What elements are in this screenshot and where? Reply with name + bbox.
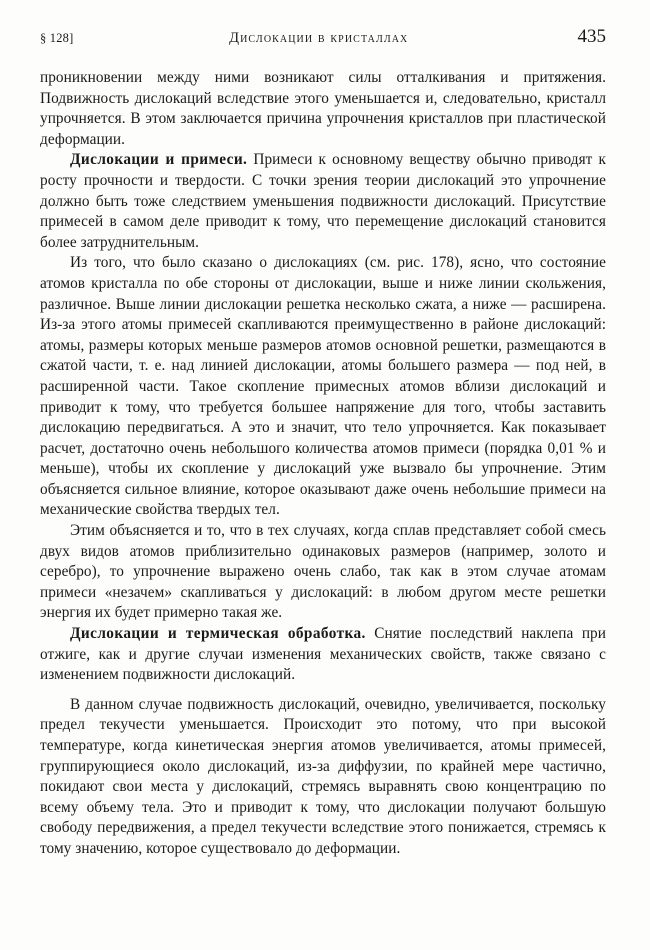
paragraph-2-text: Примеси к основному веществу обычно приводят к росту прочности и твердости. С точки зрения теории дислокаций это упрочнение должно быть тоже следствием уменьшения подвижности дислокаций. Присутствие примесей в самом деле приводит к тому, что перемещение дислокаций становится более затруднительным. <box>40 151 606 251</box>
page-number: 435 <box>577 26 606 47</box>
paragraph-2-lead: Дислокации и примеси. <box>70 151 248 169</box>
paragraph-1 <box>40 68 606 150</box>
paragraph-5 <box>40 624 606 686</box>
page-body <box>40 68 606 860</box>
page-header <box>40 26 606 52</box>
paragraph-3 <box>40 253 606 521</box>
paragraph-1-text: проникновении между ними возникают силы отталкивания и притяжения. Подвижность дислокаций вследствие этого уменьшается и, следовательно, кристалл упрочняется. В этом заключается причина упрочнения кристаллов при пластической деформации. <box>40 69 606 148</box>
running-title: дислокации в кристаллах <box>229 30 409 46</box>
section-marker: § 128] <box>40 31 74 45</box>
paragraph-2 <box>40 150 606 253</box>
paragraph-6 <box>40 695 606 860</box>
paragraph-4 <box>40 521 606 624</box>
paragraph-4-text: Этим объясняется и то, что в тех случаях, когда сплав представляет собой смесь двух видов атомов приблизительно одинаковых размеров (например, золото и серебро), то упрочнение выражено очень слабо, так как в этом случае атомам примеси «незачем» скапливаться у дислокаций: в любом другом месте решетки энергия их будет примерно такая же. <box>40 522 606 622</box>
paragraph-5-lead: Дислокации и термическая обработка. <box>70 625 366 643</box>
paragraph-3-text: Из того, что было сказано о дислокациях (см. рис. 178), ясно, что состояние атомов кристалла по обе стороны от дислокации, выше и ниже линии скольжения, различное. Выше линии дислокации решетка несколько сжата, а ниже — расширена. Из-за этого атомы примесей скапливаются преимущественно в районе дислокаций: атомы, размеры которых меньше размеров атомов основной решетки, размещаются в сжатой части, т. е. над линией дислокации, атомы большего размера — под ней, в расширенной части. Такое скопление примесных атомов вблизи дислокаций и приводит к тому, что требуется большее напряжение для того, чтобы заставить дислокацию передвигаться. А это и значит, что тело упрочняется. Как показывает расчет, достаточно очень небольшого количества атомов примеси (порядка 0,01 % и меньше), чтобы их скопление у дислокаций уже вызвало бы упрочнение. Этим объясняется сильное влияние, которое оказывают даже очень небольшие примеси на механические свойства твердых тел. <box>40 254 606 519</box>
paragraph-6-text: В данном случае подвижность дислокаций, очевидно, увеличивается, поскольку предел текучести уменьшается. Происходит это потому, что при высокой температуре, когда кинетическая энергия атомов увеличивается, атомы примесей, группирующиеся около дислокаций, из-за диффузии, по крайней мере частично, покидают свои места у дислокаций, стремясь выравнять свою концентрацию по всему объему тела. Это и приводит к тому, что дислокации получают большую свободу передвижения, а предел текучести вследствие этого понижается, стремясь к тому значению, которое существовало до деформации. <box>40 695 606 857</box>
paragraph-5-text: Снятие последствий наклепа при отжиге, как и другие случаи изменения механических свойств, также связано с изменением подвижности дислокаций. <box>40 625 606 684</box>
